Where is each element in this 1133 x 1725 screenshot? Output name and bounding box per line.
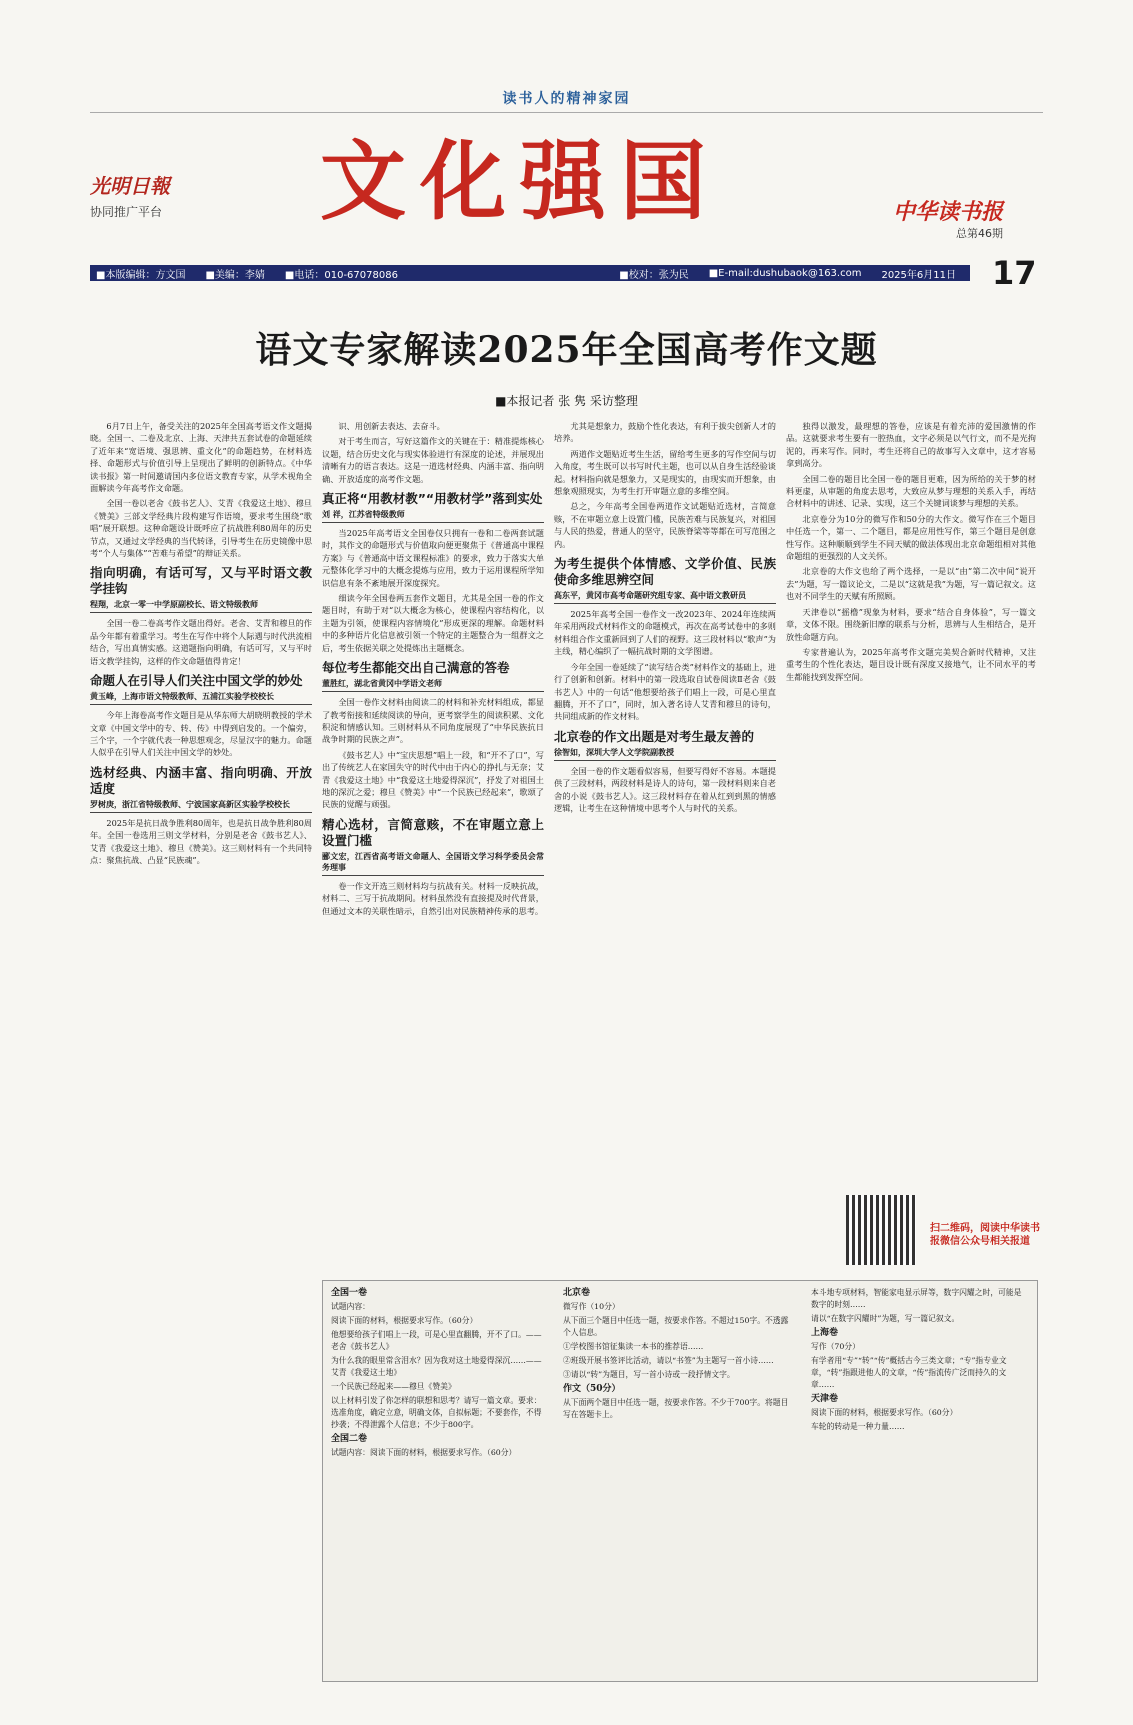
- qr-code[interactable]: [846, 1195, 916, 1265]
- section-heading: 真正将“用教材教”“用教材学”落到实处: [322, 491, 543, 507]
- section-heading: 精心选材，言简意赅，不在审题立意上设置门槛: [322, 816, 544, 848]
- column-4: [786, 420, 1036, 1270]
- box-text: 一个民族已经起来——穆旦《赞美》: [331, 1382, 456, 1391]
- section-heading: 命题人在引导人们关注中国文学的妙处: [90, 673, 303, 689]
- author-line: 郦文宏，江西省高考语文命题人、全国语文学习科学委员会常务理事: [322, 851, 544, 876]
- box-text: 试题内容：阅读下面的材料，根据要求写作。（60分）: [331, 1448, 517, 1457]
- page-title: 文化强国: [320, 132, 720, 232]
- box-text: 有学者用“专”“转”“传”概括古今三类文章；“专”指专业文章，“转”指跟进他人的文章，“传”指流传广泛而持久的文章……: [811, 1356, 1007, 1389]
- section-heading: 每位考生都能交出自己满意的答卷: [322, 660, 510, 676]
- paragraph: 独得以激发，最理想的答卷，应该是有着充沛的爱国激情的作品。这就要求考生要有一腔热血，文字必须是以气行文，而不是光拘泥的，再来写作。同时，考生还将自己的故事写入文章中，这才容易拿到高分。: [786, 421, 1036, 469]
- gm-sub: 协同推广平台: [90, 205, 163, 219]
- box-text: 试题内容：: [331, 1302, 370, 1311]
- box-text: 微写作（10分）: [563, 1302, 620, 1311]
- section-heading: 指向明确，有话可写，又与平时语文教学挂钩: [90, 565, 312, 597]
- box-title: 上海卷: [811, 1328, 839, 1338]
- paragraph: 当2025年高考语文全国卷仅只拥有一卷和二卷两套试题时，其作文的命题形式与价值取向便更聚焦于《普通高中课程方案》与《普通高中语文课程标准》的要求，致力于落实大单元整体化学习中的大概念提炼与应用，致力于运用课程所学知识信息有条不紊地展开深度探究。: [322, 528, 544, 588]
- box-text: 为什么我的眼里常含泪水？因为我对这土地爱得深沉……——艾青《我爱这土地》: [331, 1356, 542, 1377]
- editor: ■本版编辑：方文国: [96, 269, 186, 281]
- paragraph: 对于考生而言，写好这篇作文的关键在于：精准提炼核心议题，结合历史文化与现实体验进行有深度的论述，并展现出清晰有力的语言表达。这是一道选材经典、内涵丰富、指向明确、开放适度的高考作文题。: [322, 436, 544, 484]
- author-line: 罗树庚，浙江省特级教师、宁波国家高新区实验学校校长: [90, 799, 312, 813]
- date: 2025年6月11日: [881, 269, 956, 281]
- box-text: 阅读下面的材料，根据要求写作。（60分）: [811, 1408, 958, 1417]
- box-title: 北京卷: [563, 1288, 591, 1298]
- box-column-3: [811, 1287, 1029, 1435]
- paragraph: 天津卷以“摇橹”现象为材料，要求“结合自身体验”，写一篇文章，文体不限。围绕新旧摩的联系与分析，思辨与人生相结合，是开放性命题方向。: [786, 606, 1036, 642]
- info-bar: [90, 265, 970, 281]
- paragraph: 全国一卷二卷高考作文题出得好。老舍、艾青和穆旦的作品今年都有着重学习。考生在写作中将个人际遇与时代洪流相结合，写出真情实感。这道题指向明确，有话可写，又与平时语文教学挂钩，这样的作文命题值得肯定！: [90, 618, 312, 666]
- designer: ■美编：李婧: [205, 269, 265, 281]
- paragraph: 两道作文题贴近考生生活，留给考生更多的写作空间与切入角度，考生既可以书写时代主题，也可以从自身生活经验谈起。材料指向就是想象力，又是现实的，由现实而开想象，由想象观照现实，为考生打开审题立意的多维空间。: [554, 448, 776, 497]
- column-1: [90, 420, 312, 1683]
- author-line: 徐智如，深圳大学人文学院副教授: [554, 747, 776, 761]
- paragraph: 今年全国一卷延续了“读写结合类”材料作文的基础上，进行了创新和创新。材料中的第一段选取自试卷阅读Ⅱ老舍《鼓书艺人》中的一句话“他想要给孩子们唱上一段，可是心里直翻腾，开不了口”，同时，加入著名诗人艾青和穆旦的诗句，共同组成新的作文材料。: [554, 661, 776, 722]
- paragraph: 全国二卷的题目比全国一卷的题目更难，因为所给的关于梦的材料更虚，从审题的角度去思考，大致应从梦与理想的关系入手，再结合材料中的讲述、记录、实现，这三个关键词谈梦与理想的关系。: [786, 473, 1036, 509]
- section-heading: 为考生提供个体情感、文学价值、民族使命多维思辨空间: [554, 556, 776, 588]
- box-text: 请以“在数字闪耀时”为题，写一篇记叙文。: [811, 1314, 960, 1323]
- box-title: 全国一卷: [331, 1288, 368, 1298]
- paragraph: 全国一卷作文材料由阅读二的材料和补充材料组成，都显了教考衔接和延续阅读的导向，更考察学生的阅读积累、文化积淀和情感认知。三则材料从不同角度展现了“中华民族抗日战争时期的民族之声”。: [322, 697, 544, 745]
- phone: ■电话：010-67078086: [284, 269, 398, 281]
- page-number: 17: [992, 254, 1037, 292]
- box-text: ③请以“转”为题目，写一首小诗或一段抒情文字。: [563, 1370, 735, 1379]
- box-text: 写作（70分）: [811, 1342, 860, 1351]
- box-text: 车轮的转动是一种力量……: [811, 1422, 905, 1431]
- paragraph: 专家普遍认为，2025年高考作文题完美契合新时代精神，又注重考生的个性化表达，题目设计既有深度又接地气，让不同水平的考生都能找到发挥空间。: [786, 646, 1036, 682]
- paragraph: 全国一卷以老舍《鼓书艺人》、艾青《我爱这土地》、穆旦《赞美》三部文学经典片段构建写作语境，要求考生围绕“歌唱”展开联想。这种命题设计既呼应了抗战胜利80周年的历史节点，又通过文学经典的当代转译，引导考生在历史镜像中思考“个人与集体”“苦难与希望”的辩证关系。: [90, 498, 312, 559]
- column-2: [322, 420, 544, 1270]
- paragraph: 尤其是想象力，鼓励个性化表达，有利于拔尖创新人才的培养。: [554, 421, 776, 444]
- column-3: [554, 420, 776, 1270]
- paragraph: 2025年高考全国一卷作文一改2023年、2024年连续两年采用两段式材料作文的命题模式，再次在高考试卷中的多则材料组合作文重新回到了人们的视野。这三段材料以“歌声”为主线，精心编织了一幅抗战时期的文学图谱。: [554, 609, 776, 657]
- box-column-1: [331, 1287, 546, 1461]
- paragraph: 6月7日上午，备受关注的2025年全国高考语文作文题揭晓。全国一、二卷及北京、上海、天津共五套试卷的命题延续了近年来“宽语境、强思辨、重文化”的命题趋势，在材料选择、命题形式与价值引导上呈现出了鲜明的创新特点。《中华读书报》第一时间邀请国内多位语文教育专家，从学术视角全面解读今年高考作文命题。: [90, 421, 312, 494]
- paragraph: 《鼓书艺人》中“宝庆思想”唱上一段，和“开不了口”，写出了传统艺人在家国失守的时代中由于内心的挣扎与无奈；艾青《我爱这土地》中“我爱这土地爱得深沉”，抒发了对祖国土地的深沉之爱；穆旦《赞美》中“一个民族已经起来”，歌颂了民族的觉醒与顽强。: [322, 749, 544, 810]
- paragraph: 识、用创新去表达、去奋斗。: [338, 421, 445, 431]
- paragraph: 全国一卷的作文题看似容易，但要写得好不容易。本题提供了三段材料，两段材料是诗人的诗句，第一段材料则来自老舍的小说《鼓书艺人》。这三段材料存在着从红到到黑的情感逻辑，让考生在这种情境中思考个人与时代的关系。: [554, 765, 776, 813]
- proofreader: ■校对：张为民: [619, 269, 689, 281]
- guangming-logo: [90, 170, 200, 225]
- paragraph: 北京卷分为10分的微写作和50分的大作文。微写作在三个题目中任选一个，第一、二个题目，都是应用性写作，第三个题目是创意性写作。这种顺顺到学生不同天赋的做法体现出北京命题组相对其他命题组的更强烈的人文关怀。: [786, 513, 1036, 562]
- paragraph: 北京卷的大作文也给了两个选择，一是以“由”第二次中间“说开去”为题，写一篇议论文，二是以“这就是我”为题，写一篇记叙文。这也对不同学生的天赋有所照顾。: [786, 566, 1036, 602]
- section-heading: 北京卷的作文出题是对考生最友善的: [554, 728, 755, 744]
- email: ■E-mail:dushubaok@163.com: [708, 267, 862, 279]
- box-title: 天津卷: [811, 1394, 839, 1404]
- box-text: 以上材料引发了你怎样的联想和思考？请写一篇文章。要求：选准角度，确定立意，明确文体，自拟标题；不要套作，不得抄袭；不得泄露个人信息；不少于800字。: [331, 1396, 542, 1429]
- author-line: 高东平，黄冈市高考命题研究组专家、高中语文教研员: [554, 590, 776, 604]
- author-line: 程翔，北京一零一中学原副校长、语文特级教师: [90, 599, 312, 613]
- issue-number: 总第46期: [956, 227, 1003, 240]
- box-column-2: [563, 1287, 793, 1423]
- paragraph: 卷一作文开选三则材料均与抗战有关。材料一反映抗战，材料二、三写于抗战期间。材料虽然没有直接提及时代背景，但通过文本的关联性暗示，自然引出对民族精神传承的思考。: [322, 880, 544, 916]
- zhonghua-dushubao-logo: 中华读书报: [892, 199, 1003, 225]
- author-line: 黄玉峰，上海市语文特级教师、五浦江实验学校校长: [90, 691, 312, 705]
- author-line: 董胜红，湖北省黄冈中学语文老师: [322, 678, 544, 692]
- box-text: 从下面两个题目中任选一题，按要求作答。不少于700字。将题目写在答题卡上。: [563, 1398, 789, 1419]
- gm-brand: 光明日報: [90, 174, 170, 198]
- paragraph: 2025年是抗日战争胜利80周年，也是抗日战争胜利80周年。全国一卷选用三则文学材料，分别是老舍《鼓书艺人》、艾青《我爱这土地》、穆旦《赞美》。这三则材料有一个共同特点：聚焦抗战、凸显“民族魂”。: [90, 817, 312, 865]
- kicker-rule: [90, 112, 1043, 113]
- paragraph: 总之，今年高考全国卷两道作文试题贴近选材，言简意赅，不在审题立意上设置门槛，民族苦难与民族复兴，对祖国与人民的热爱，普通人的坚守，民族脊梁等等都在可写范围之内。: [554, 501, 776, 549]
- author-line: 刘 祥，江苏省特级教师: [322, 509, 544, 523]
- qr-caption: 扫二维码，阅读中华读书报微信公众号相关报道: [930, 1223, 1040, 1247]
- box-text: ②班级开展书签评比活动，请以“书签”为主题写一首小诗……: [563, 1356, 774, 1365]
- box-text: 从下面三个题目中任选一题，按要求作答。不超过150字。不透露个人信息。: [563, 1316, 789, 1337]
- box-title: 全国二卷: [331, 1434, 368, 1444]
- box-text: ①学校图书馆征集读一本书的推荐语……: [563, 1342, 704, 1351]
- box-text: 阅读下面的材料，根据要求写作。（60分）: [331, 1316, 478, 1325]
- masthead: [90, 132, 1043, 240]
- kicker: 读书人的精神家园: [502, 91, 631, 107]
- box-text: 本斗地专项材料，智能家电显示屏等，数字闪耀之时，可能是数字的时刻……: [811, 1288, 1022, 1309]
- exam-questions-box: [322, 1280, 1038, 1682]
- box-title: 作文（50分）: [563, 1384, 621, 1394]
- headline: 语文专家解读2025年全国高考作文题: [255, 329, 878, 371]
- box-text: 他想要给孩子们唱上一段，可是心里直翻腾，开不了口。——老舍《鼓书艺人》: [331, 1330, 542, 1351]
- paragraph: 细读今年全国卷两五套作文题目，尤其是全国一卷的作文题目时，有助于对“以大概念为核心，使课程内容结构化，以主题为引领，使课程内容情境化”形成更深的理解。命题材料中的多种语片化信息被引领一个特定的主题整合为一组群文之后，考生依据关联之处提炼出主题概念。: [322, 593, 544, 653]
- section-heading: 选材经典、内涵丰富、指向明确、开放适度: [90, 764, 312, 796]
- byline: ■本报记者 张 隽 采访整理: [495, 394, 638, 408]
- paragraph: 今年上海卷高考作文题目是从华东师大胡晓明教授的学术文章《中国文学中的专、转、传》中得到启发的。一个偏旁，三个字，一个字就代表一种思想观念，尽显汉字的魅力。命题人似乎在引导人们关注中国文学的妙处。: [90, 710, 312, 758]
